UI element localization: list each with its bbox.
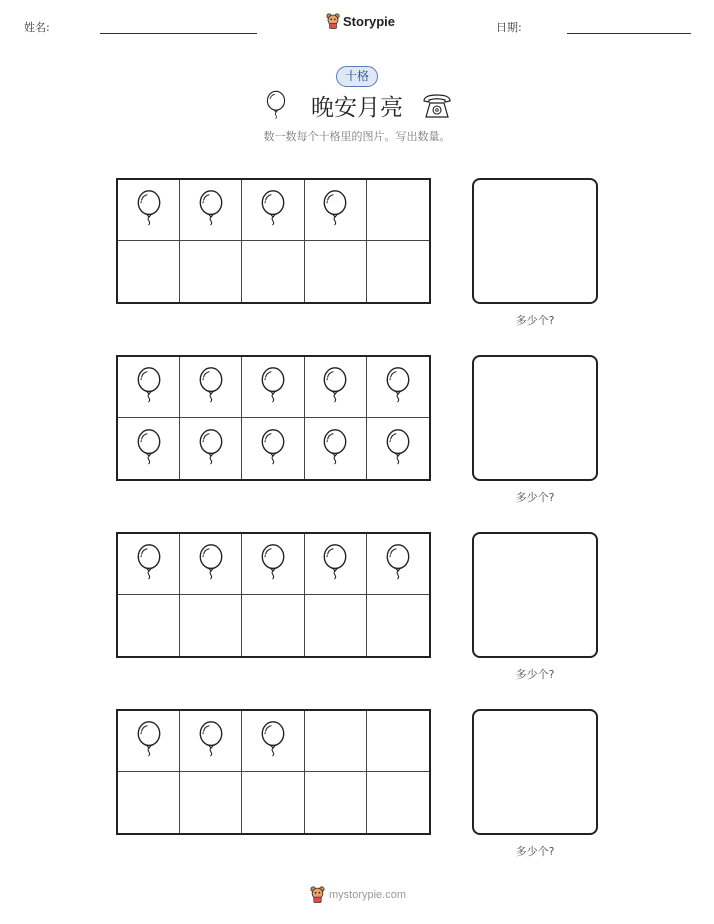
brand-name: Storypie [343, 13, 396, 29]
ten-frame-cell [180, 241, 242, 302]
ten-frame-cell [180, 418, 242, 479]
answer-prompt: 多少个? [515, 668, 555, 681]
balloon-icon [196, 543, 226, 585]
ten-frame-cell [118, 418, 180, 479]
ten-frame-cell [118, 241, 180, 302]
balloon-icon [320, 543, 350, 585]
ten-frame-cell [242, 180, 304, 241]
answer-prompt: 多少个? [515, 845, 555, 858]
balloon-icon [134, 543, 164, 585]
ten-frame-cell [242, 241, 304, 302]
brand-logo [326, 13, 395, 29]
answer-prompt: 多少个? [515, 491, 555, 504]
ten-frame-cell [305, 241, 367, 302]
ten-frame-cell [367, 241, 429, 302]
balloon-icon [258, 366, 288, 408]
ten-frame-cell [118, 595, 180, 656]
balloon-icon [320, 428, 350, 470]
answer-box[interactable] [472, 355, 598, 481]
date-field[interactable] [567, 33, 691, 34]
balloon-icon [258, 189, 288, 231]
ten-frame-cell [305, 418, 367, 479]
instructions: 数一数每个十格里的图片。写出数量。 [263, 130, 451, 143]
ten-frame-cell [305, 711, 367, 772]
balloon-icon [196, 366, 226, 408]
ten-frame-cell [242, 711, 304, 772]
balloon-icon [383, 428, 413, 470]
ten-frame [116, 709, 431, 835]
ten-frame-cell [118, 534, 180, 595]
ten-frame-cell [305, 180, 367, 241]
balloon-icon [320, 366, 350, 408]
bear-logo-icon [326, 13, 340, 29]
ten-frame-cell [180, 595, 242, 656]
ten-frame-cell [305, 772, 367, 833]
balloon-icon [134, 366, 164, 408]
answer-box[interactable] [472, 178, 598, 304]
ten-frame-cell [367, 711, 429, 772]
balloon-icon [383, 543, 413, 585]
page-title: 晚安月亮 [311, 95, 403, 121]
ten-frame [116, 178, 431, 304]
balloon-icon [134, 189, 164, 231]
ten-frame-cell [118, 711, 180, 772]
ten-frame-cell [367, 418, 429, 479]
worksheet-type-badge: 十格 [336, 66, 378, 87]
ten-frame-cell [367, 180, 429, 241]
name-label: 姓名: [24, 21, 50, 34]
ten-frame-cell [242, 357, 304, 418]
balloon-icon [320, 189, 350, 231]
balloon-icon [258, 428, 288, 470]
ten-frame-cell [367, 595, 429, 656]
ten-frame-cell [367, 772, 429, 833]
ten-frame-cell [180, 711, 242, 772]
ten-frame [116, 355, 431, 481]
ten-frame-cell [118, 180, 180, 241]
ten-frame-cell [305, 357, 367, 418]
balloon-icon [383, 366, 413, 408]
bear-logo-icon [310, 886, 325, 903]
answer-prompt: 多少个? [515, 314, 555, 327]
balloon-icon [134, 428, 164, 470]
ten-frame-cell [180, 357, 242, 418]
ten-frame-cell [180, 534, 242, 595]
footer-url[interactable]: mystorypie.com [329, 888, 407, 901]
ten-frame-cell [118, 772, 180, 833]
footer [310, 886, 406, 903]
balloon-icon [196, 189, 226, 231]
ten-frame-cell [305, 595, 367, 656]
balloon-icon [258, 543, 288, 585]
balloon-icon [134, 720, 164, 762]
ten-frame [116, 532, 431, 658]
balloon-icon [196, 720, 226, 762]
ten-frame-cell [180, 180, 242, 241]
ten-frame-cell [242, 534, 304, 595]
ten-frame-cell [367, 534, 429, 595]
telephone-icon [421, 93, 453, 119]
ten-frame-cell [242, 772, 304, 833]
balloon-icon [258, 720, 288, 762]
ten-frame-cell [367, 357, 429, 418]
answer-box[interactable] [472, 709, 598, 835]
ten-frame-cell [242, 418, 304, 479]
name-field[interactable] [100, 33, 257, 34]
ten-frame-cell [180, 772, 242, 833]
answer-box[interactable] [472, 532, 598, 658]
ten-frame-cell [118, 357, 180, 418]
balloon-icon [196, 428, 226, 470]
ten-frame-cell [305, 534, 367, 595]
ten-frame-cell [242, 595, 304, 656]
date-label: 日期: [496, 21, 522, 34]
